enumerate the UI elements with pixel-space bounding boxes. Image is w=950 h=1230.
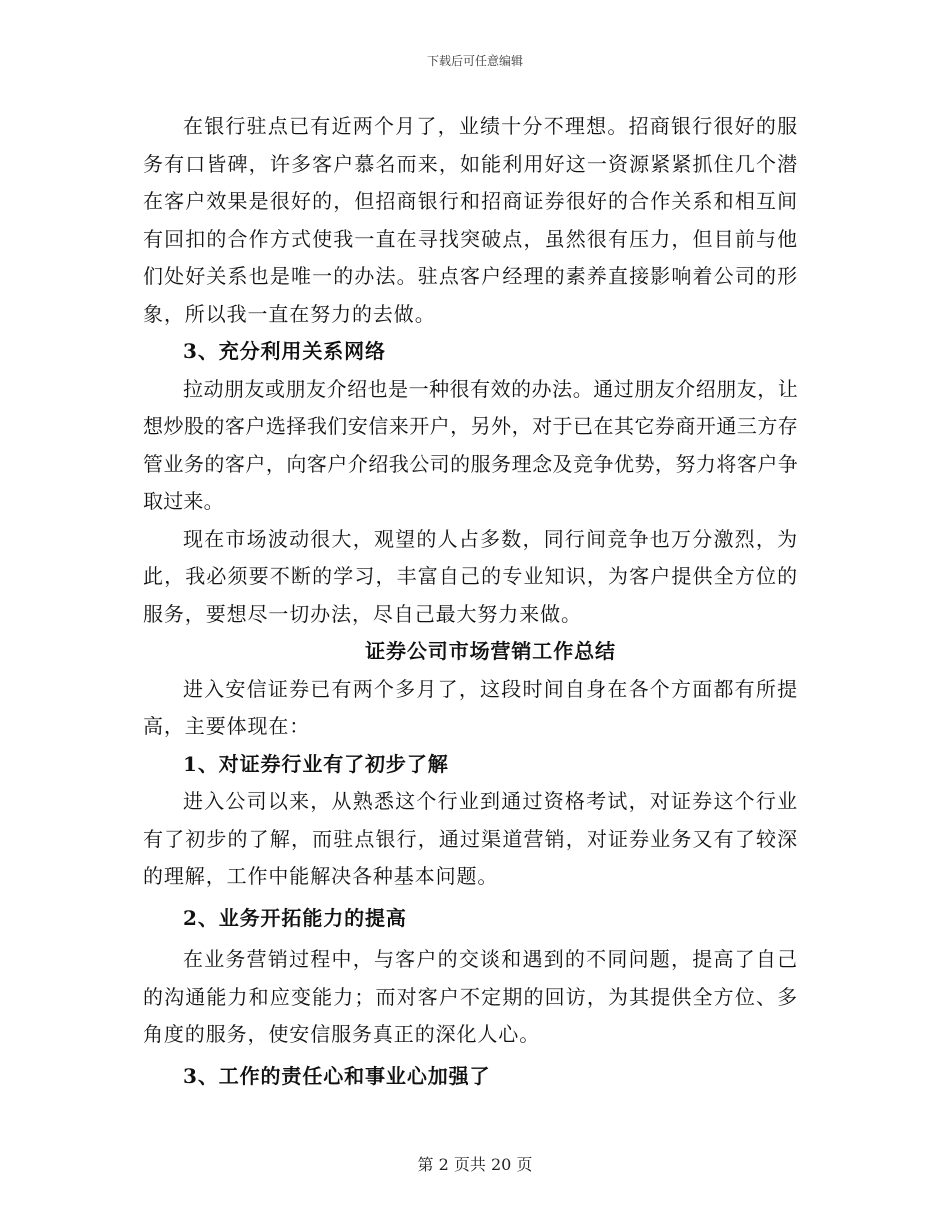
paragraph-industry-understanding: 进入公司以来，从熟悉这个行业到通过资格考试，对证券这个行业有了初步的了解，而驻点银行，通过渠道营销，对证券业务又有了较深的理解，工作中能解决各种基本问题。 <box>143 789 798 888</box>
paragraph-friend-referral: 拉动朋友或朋友介绍也是一种很有效的办法。通过朋友介绍朋友，让想炒股的客户选择我们安信来开户，另外，对于已在其它券商开通三方存管业务的客户，向客户介绍我公司的服务理念及竞争优势，努力将客户争取过来。 <box>143 376 798 513</box>
heading-relationship-network: 3、充分利用关系网络 <box>183 339 386 363</box>
document-body <box>143 108 798 1095</box>
paragraph-business-development: 在业务营销过程中，与客户的交谈和遇到的不同问题，提高了自己的沟通能力和应变能力；而对客户不定期的回访，为其提供全方位、多角度的服务，使安信服务真正的深化人心。 <box>143 947 798 1046</box>
heading-responsibility: 3、工作的责任心和事业心加强了 <box>183 1063 491 1088</box>
document-title: 证券公司市场营销工作总结 <box>365 639 616 663</box>
heading-industry-understanding: 1、对证券行业有了初步了解 <box>183 751 449 776</box>
page-header: 下载后可任意编辑 <box>426 54 523 68</box>
page-number-footer: 第 2 页共 20 页 <box>417 1155 533 1174</box>
paragraph-bank-outpost: 在银行驻点已有近两个月了，业绩十分不理想。招商银行很好的服务有口皆碑，许多客户慕名而来，如能利用好这一资源紧紧抓住几个潜在客户效果是很好的，但招商银行和招商证券很好的合作关系和相互间有回扣的合作方式使我一直在寻找突破点，虽然很有压力，但目前与他们处好关系也是唯一的办法。驻点客户经理的素养直接影响着公司的形象，所以我一直在努力的去做。 <box>143 114 798 326</box>
paragraph-introduction: 进入安信证券已有两个多月了，这段时间自身在各个方面都有所提高，主要体现在： <box>143 676 798 738</box>
heading-business-development: 2、业务开拓能力的提高 <box>183 905 407 930</box>
paragraph-market-competition: 现在市场波动很大，观望的人占多数，同行间竞争也万分激烈，为此，我必须要不断的学习，丰富自己的专业知识，为客户提供全方位的服务，要想尽一切办法，尽自己最大努力来做。 <box>143 526 798 626</box>
